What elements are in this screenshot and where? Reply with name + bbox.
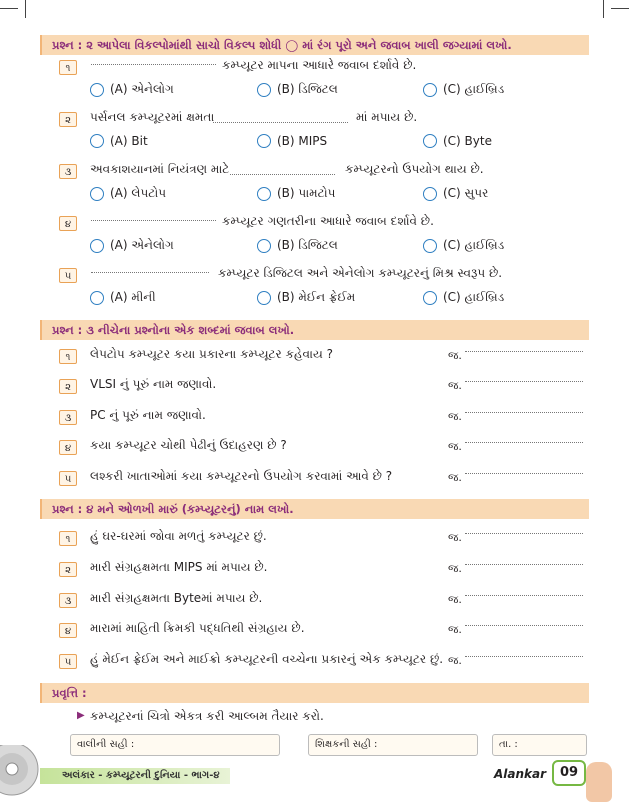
answer-field[interactable] bbox=[465, 351, 583, 352]
radio-circle-icon[interactable] bbox=[257, 239, 271, 253]
question-text: PC નું પૂરું નામ જણાવો. bbox=[90, 408, 206, 422]
option-label: (B) પામટોપ bbox=[277, 186, 336, 200]
question-text-pre: અવકાશયાનમાં નિયંત્રણ માટે bbox=[90, 162, 230, 176]
crop-mark bbox=[603, 0, 604, 18]
question-number: ૨ bbox=[59, 112, 77, 127]
option-label: (A) લેપટોપ bbox=[110, 186, 167, 200]
radio-circle-icon[interactable] bbox=[257, 187, 271, 201]
question-number: ૪ bbox=[59, 216, 77, 231]
question-text: મારી સંગ્રહક્ષમતા Byteમાં મપાય છે. bbox=[90, 591, 263, 605]
question-number: ૪ bbox=[59, 440, 77, 455]
answer-label: જ. bbox=[448, 623, 462, 636]
option-a[interactable] bbox=[90, 134, 148, 148]
question-number: ૧ bbox=[59, 60, 77, 75]
blank-field[interactable] bbox=[91, 64, 216, 65]
answer-field[interactable] bbox=[465, 533, 583, 534]
answer-field[interactable] bbox=[465, 625, 583, 626]
option-c[interactable] bbox=[423, 186, 488, 201]
activity-text: કમ્પ્યૂટરનાં ચિત્રો એકત્ર કરી આલ્બમ તૈયાર કરો. bbox=[90, 709, 324, 723]
section-header-q2: પ્રશ્ન : ૨ આપેલા વિકલ્પોમાંથી સાચો વિકલ્પ શોધી ◯ માં રંગ પૂરો અને જવાબ ખાલી જગ્યામાં લખો. bbox=[40, 35, 589, 55]
radio-circle-icon[interactable] bbox=[90, 83, 104, 97]
question-text-post: કમ્પ્યૂટર ડિજિટલ અને એનેલોગ કમ્પ્યૂટરનું મિશ્ર સ્વરૂપ છે. bbox=[218, 266, 503, 280]
option-label: (C) સુપર bbox=[443, 186, 489, 200]
answer-label: જ. bbox=[448, 349, 462, 362]
question-number: ૫ bbox=[59, 268, 77, 283]
option-label: (A) મીની bbox=[110, 290, 156, 304]
question-text: લશ્કરી ખાતાઓમાં કયા કમ્પ્યૂટરનો ઉપયોગ કરવામાં આવે છે ? bbox=[90, 469, 393, 483]
answer-field[interactable] bbox=[465, 595, 583, 596]
date-field[interactable]: તા. : bbox=[492, 734, 587, 756]
question-text: લેપટોપ કમ્પ્યૂટર કયા પ્રકારના કમ્પ્યૂટર કહેવાય ? bbox=[90, 347, 333, 361]
teacher-signature-field[interactable]: શિક્ષકની સહી : bbox=[308, 734, 478, 756]
option-c[interactable] bbox=[423, 134, 492, 148]
radio-circle-icon[interactable] bbox=[90, 134, 104, 148]
question-number: ૧ bbox=[59, 531, 77, 546]
question-number: ૩ bbox=[59, 593, 77, 608]
option-a[interactable] bbox=[90, 82, 174, 97]
question-number: ૧ bbox=[59, 349, 77, 364]
question-text-post: કમ્પ્યૂટરનો ઉપયોગ થાય છે. bbox=[345, 162, 484, 176]
option-b[interactable] bbox=[257, 238, 338, 253]
answer-label: જ. bbox=[448, 440, 462, 453]
blank-field[interactable] bbox=[230, 174, 335, 175]
option-c[interactable] bbox=[423, 238, 504, 253]
question-number: ૨ bbox=[59, 379, 77, 394]
answer-label: જ. bbox=[448, 471, 462, 484]
question-text-post: કમ્પ્યૂટર માપના આધારે જવાબ દર્શાવે છે. bbox=[222, 58, 417, 72]
blank-field[interactable] bbox=[91, 272, 209, 273]
option-a[interactable] bbox=[90, 290, 156, 305]
option-b[interactable] bbox=[257, 290, 355, 305]
answer-field[interactable] bbox=[465, 412, 583, 413]
blank-field[interactable] bbox=[91, 220, 216, 221]
pointing-hand-icon bbox=[586, 762, 612, 802]
radio-circle-icon[interactable] bbox=[257, 134, 271, 148]
option-label: (B) ડિજિટલ bbox=[277, 82, 338, 96]
question-text-pre: પર્સનલ કમ્પ્યૂટરમાં ક્ષમતા bbox=[90, 110, 215, 124]
question-number: ૩ bbox=[59, 164, 77, 179]
radio-circle-icon[interactable] bbox=[423, 83, 437, 97]
option-label: (B) મેઈન ફ્રેઈમ bbox=[277, 290, 356, 304]
option-label: (A) એનેલોગ bbox=[110, 238, 174, 252]
radio-circle-icon[interactable] bbox=[90, 187, 104, 201]
option-label: (C) હાઈબ્રિડ bbox=[443, 290, 505, 304]
question-number: ૫ bbox=[59, 471, 77, 486]
option-label: (C) Byte bbox=[443, 134, 492, 148]
answer-label: જ. bbox=[448, 562, 462, 575]
radio-circle-icon[interactable] bbox=[423, 134, 437, 148]
radio-circle-icon[interactable] bbox=[423, 291, 437, 305]
option-label: (C) હાઈબ્રિડ bbox=[443, 238, 505, 252]
blank-field[interactable] bbox=[213, 122, 348, 123]
radio-circle-icon[interactable] bbox=[90, 291, 104, 305]
footer-series-title: અલંકાર - કમ્પ્યૂટરની દુનિયા - ભાગ-૪ bbox=[40, 768, 230, 784]
option-label: (B) MIPS bbox=[277, 134, 328, 148]
option-c[interactable] bbox=[423, 290, 504, 305]
brand-logo: Alankar bbox=[494, 767, 547, 781]
question-text: મારી સંગ્રહક્ષમતા MIPS માં મપાય છે. bbox=[90, 560, 268, 574]
answer-field[interactable] bbox=[465, 473, 583, 474]
question-text: હું મેઈન ફ્રેઈમ અને માઈક્રો કમ્પ્યૂટરની વચ્ચેના પ્રકારનું એક કમ્પ્યૂટર છું. bbox=[90, 652, 444, 666]
radio-circle-icon[interactable] bbox=[423, 239, 437, 253]
answer-label: જ. bbox=[448, 654, 462, 667]
radio-circle-icon[interactable] bbox=[257, 291, 271, 305]
activity-bullet-icon: ▶ bbox=[77, 710, 85, 721]
radio-circle-icon[interactable] bbox=[423, 187, 437, 201]
question-text-post: કમ્પ્યૂટર ગણતરીના આધારે જવાબ દર્શાવે છે. bbox=[222, 214, 434, 228]
cd-disc-icon bbox=[0, 745, 40, 809]
question-text: કયા કમ્પ્યૂટર ચોથી પેઢીનું ઉદાહરણ છે ? bbox=[90, 438, 287, 452]
option-c[interactable] bbox=[423, 82, 504, 97]
option-label: (A) એનેલોગ bbox=[110, 82, 174, 96]
option-label: (A) Bit bbox=[110, 134, 148, 148]
crop-mark bbox=[25, 0, 26, 18]
answer-field[interactable] bbox=[465, 381, 583, 382]
question-number: ૩ bbox=[59, 410, 77, 425]
question-number: ૨ bbox=[59, 562, 77, 577]
question-text: મારામાં માહિતી ક્રિમકી પદ્ધતિથી સંગ્રહાય છે. bbox=[90, 621, 305, 635]
option-a[interactable] bbox=[90, 238, 174, 253]
question-number: ૫ bbox=[59, 654, 77, 669]
answer-label: જ. bbox=[448, 593, 462, 606]
answer-label: જ. bbox=[448, 379, 462, 392]
crop-mark bbox=[611, 8, 629, 9]
question-number: ૪ bbox=[59, 623, 77, 638]
option-label: (B) ડિજિટલ bbox=[277, 238, 338, 252]
section-header-q4: પ્રશ્ન : ૪ મને ઓળખી મારું (કમ્પ્યૂટરનું) નામ લખો. bbox=[40, 499, 589, 519]
section-header-activity: પ્રવૃત્તિ : bbox=[40, 683, 589, 703]
crop-mark bbox=[0, 8, 18, 9]
parent-signature-field[interactable]: વાલીની સહી : bbox=[70, 734, 280, 756]
page-number-badge: 09 bbox=[552, 760, 586, 786]
option-a[interactable] bbox=[90, 186, 166, 201]
option-b[interactable] bbox=[257, 134, 327, 148]
radio-circle-icon[interactable] bbox=[257, 83, 271, 97]
question-text: VLSI નું પૂરું નામ જણાવો. bbox=[90, 377, 217, 391]
question-text: હું ઘર-ઘરમાં જોવા મળતું કમ્પ્યૂટર છું. bbox=[90, 529, 267, 543]
answer-field[interactable] bbox=[465, 564, 583, 565]
answer-field[interactable] bbox=[465, 442, 583, 443]
answer-label: જ. bbox=[448, 410, 462, 423]
answer-label: જ. bbox=[448, 531, 462, 544]
option-label: (C) હાઈબ્રિડ bbox=[443, 82, 505, 96]
answer-field[interactable] bbox=[465, 656, 583, 657]
radio-circle-icon[interactable] bbox=[90, 239, 104, 253]
section-header-q3: પ્રશ્ન : ૩ નીચેના પ્રશ્નોના એક શબ્દમાં જવાબ લખો. bbox=[40, 320, 589, 340]
option-b[interactable] bbox=[257, 186, 335, 201]
question-text-post: માં મપાય છે. bbox=[356, 110, 418, 124]
option-b[interactable] bbox=[257, 82, 338, 97]
